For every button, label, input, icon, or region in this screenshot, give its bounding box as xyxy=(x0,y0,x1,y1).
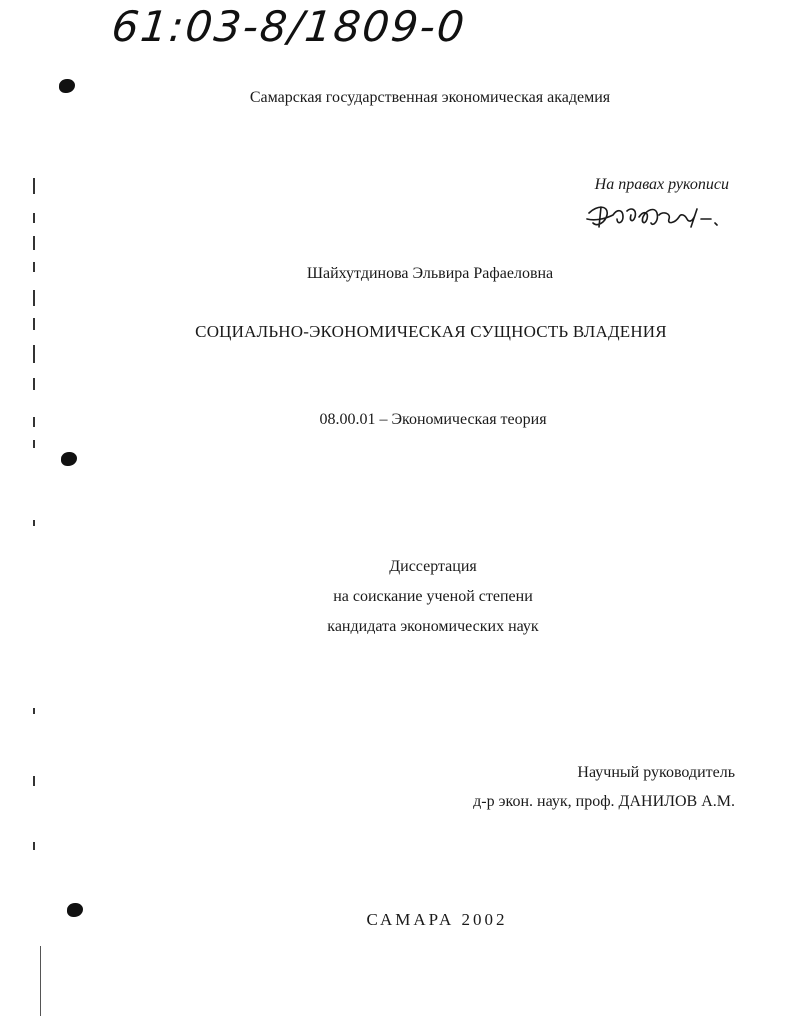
punch-hole-middle xyxy=(61,452,77,466)
supervisor-label: Научный руководитель xyxy=(577,764,735,781)
margin-mark xyxy=(33,378,35,390)
margin-mark xyxy=(33,178,35,194)
city-year: САМАРА 2002 xyxy=(366,910,508,929)
margin-mark xyxy=(33,520,35,526)
margin-mark xyxy=(33,776,35,786)
margin-mark xyxy=(33,842,35,850)
institution-name: Самарская государственная экономическая академия xyxy=(249,89,611,106)
manuscript-rights-note: На правах рукописи xyxy=(594,176,729,193)
margin-mark xyxy=(33,213,35,223)
scan-edge-line xyxy=(40,946,41,1016)
degree-field-line: кандидата экономических наук xyxy=(327,618,539,635)
author-signature xyxy=(583,197,723,237)
margin-mark xyxy=(33,440,35,448)
dissertation-title: СОЦИАЛЬНО-ЭКОНОМИЧЕСКАЯ СУЩНОСТЬ ВЛАДЕНИЯ xyxy=(195,322,667,341)
margin-mark xyxy=(33,236,35,250)
margin-mark xyxy=(33,345,35,363)
margin-mark xyxy=(33,290,35,306)
supervisor-name: д-р экон. наук, проф. ДАНИЛОВ А.М. xyxy=(473,793,735,810)
specialty-code: 08.00.01 – Экономическая теория xyxy=(319,411,547,428)
archive-number: 61:03-8/1809-0 xyxy=(109,2,469,51)
dissertation-label: Диссертация xyxy=(389,558,477,575)
degree-line: на соискание ученой степени xyxy=(333,588,533,605)
author-name: Шайхутдинова Эльвира Рафаеловна xyxy=(306,265,554,282)
margin-mark xyxy=(33,708,35,714)
